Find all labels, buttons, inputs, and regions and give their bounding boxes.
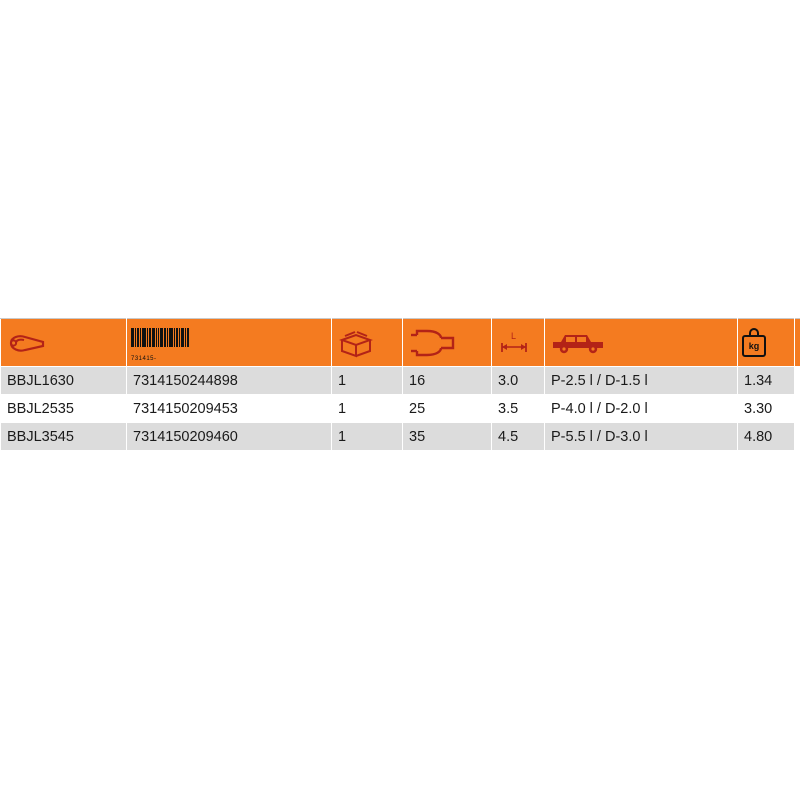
cell-weight: 4.80 [738, 423, 795, 451]
cell-pack-qty: 1 [332, 395, 403, 423]
table-row [1, 423, 800, 451]
cell-length: 3.0 [492, 367, 545, 395]
header-cell-tool [1, 319, 127, 367]
header-cell-spacer [795, 319, 800, 367]
tool-icon [5, 331, 49, 355]
spec-table [0, 318, 800, 451]
length-dimension-icon [496, 330, 534, 356]
header-cell-length [492, 319, 545, 367]
spec-table-container [0, 318, 800, 451]
cell-ean: 7314150209453 [127, 395, 332, 423]
table-row [1, 395, 800, 423]
cell-pack-qty: 1 [332, 367, 403, 395]
cell-spacer [795, 423, 800, 451]
barcode-number: 731415- [131, 355, 157, 362]
weight-icon [742, 327, 768, 359]
cell-spacer [795, 367, 800, 395]
header-cell-pack-qty [332, 319, 403, 367]
cell-ean: 7314150209460 [127, 423, 332, 451]
package-box-icon [336, 327, 376, 359]
cell-length: 3.5 [492, 395, 545, 423]
weight-icon-label: kg [742, 335, 766, 357]
header-cell-size [403, 319, 492, 367]
cell-size: 35 [403, 423, 492, 451]
table-row [1, 367, 800, 395]
cell-application: P-5.5 l / D-3.0 l [545, 423, 738, 451]
cell-article: BBJL2535 [1, 395, 127, 423]
cell-article: BBJL1630 [1, 367, 127, 395]
cell-weight: 1.34 [738, 367, 795, 395]
cell-application: P-4.0 l / D-2.0 l [545, 395, 738, 423]
svg-text:L: L [511, 330, 517, 341]
cell-length: 4.5 [492, 423, 545, 451]
header-cell-weight [738, 319, 795, 367]
barcode-icon [131, 328, 191, 362]
cell-ean: 7314150244898 [127, 367, 332, 395]
cell-weight: 3.30 [738, 395, 795, 423]
cell-spacer [795, 395, 800, 423]
cell-pack-qty: 1 [332, 423, 403, 451]
header-cell-ean [127, 319, 332, 367]
table-header-row [1, 319, 800, 367]
header-cell-application [545, 319, 738, 367]
cell-size: 16 [403, 367, 492, 395]
fork-terminal-icon [407, 328, 463, 358]
vehicle-icon [549, 328, 607, 358]
cell-size: 25 [403, 395, 492, 423]
cell-application: P-2.5 l / D-1.5 l [545, 367, 738, 395]
cell-article: BBJL3545 [1, 423, 127, 451]
